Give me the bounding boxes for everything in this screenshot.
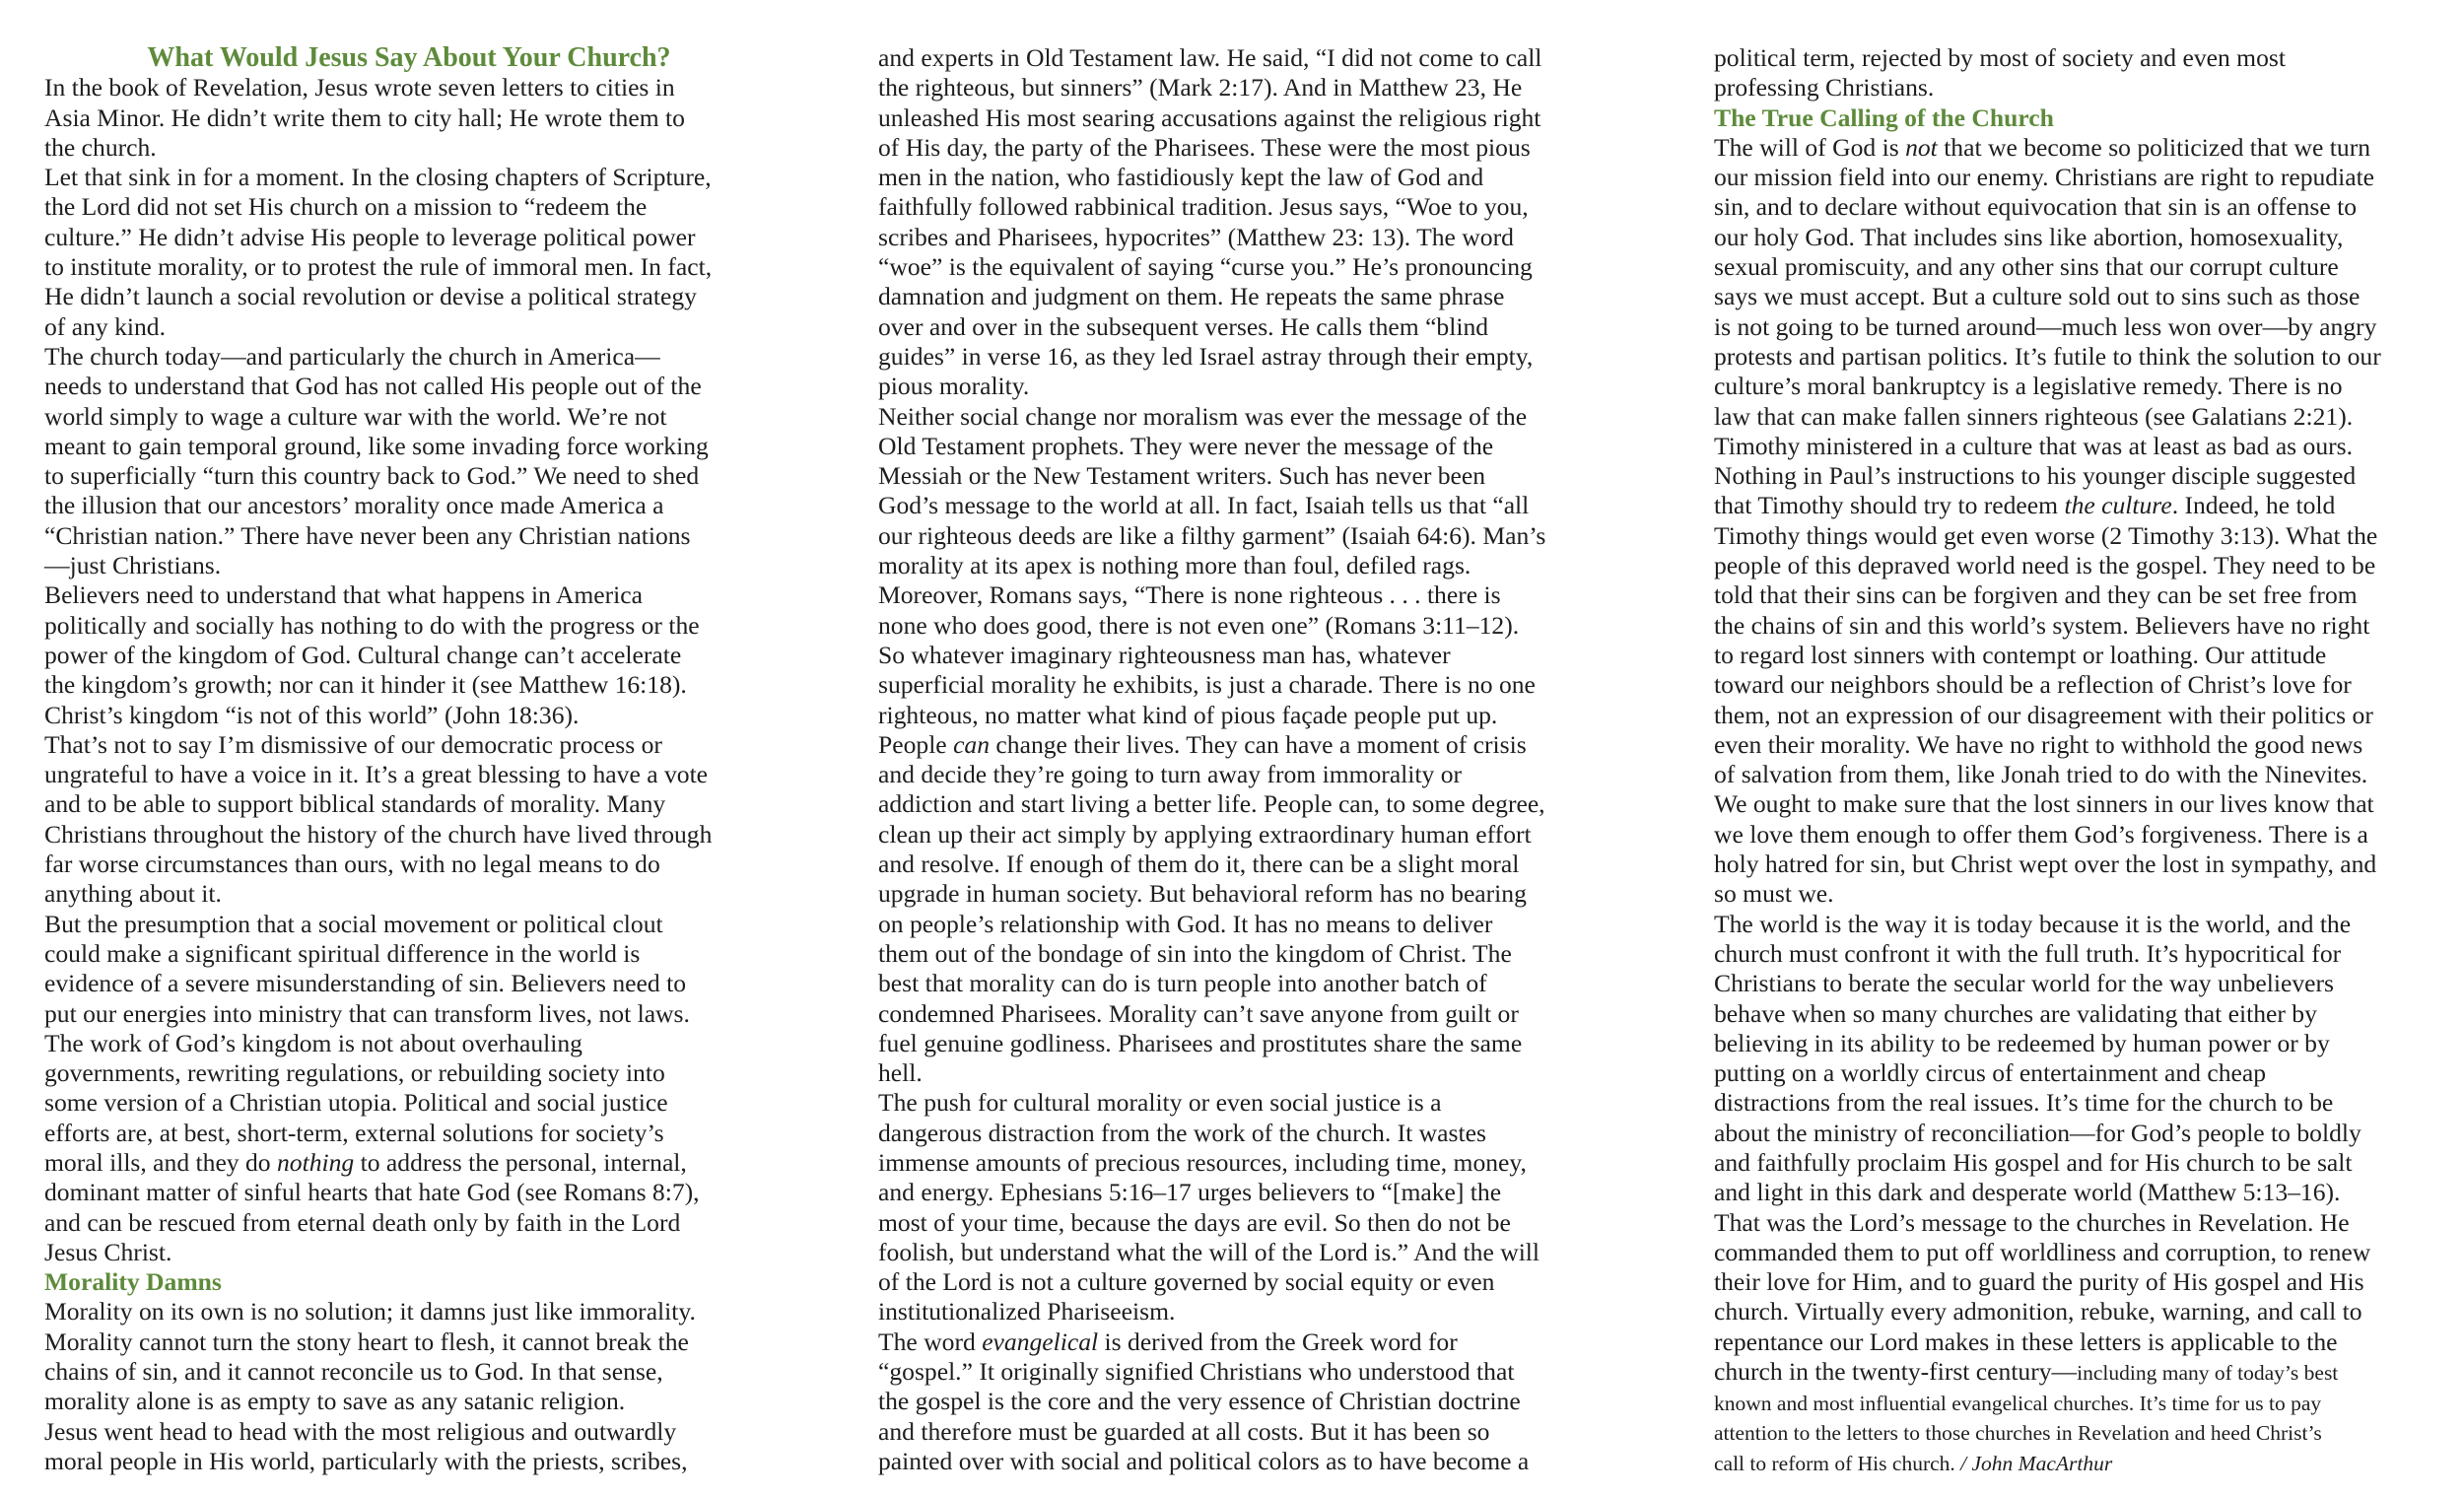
- small-text-run: including many of today’s best known and most influential evangelical churches. It’s time for us to pay attention to the letters to those churches in Revelation and heed Christ’s call to reform of His church.: [1714, 1361, 2339, 1475]
- paragraph: [1714, 1208, 2433, 1477]
- paragraph: The push for cultural morality or even social justice is a dangerous distraction from the work of the church. It wastes immense amounts of precious resources, including time, money, and energy. Ephesians 5:16–17 urges believers to “[make] the most of your time, because the days are evil. So then do not be foolish, but understand what the will of the Lord is.” And the will of the Lord is not a culture governed by social equity or even institutionalized Phariseeism.: [878, 1088, 1540, 1326]
- section-heading-morality-damns: Morality Damns: [44, 1267, 222, 1297]
- emphasis-text: the culture: [2064, 491, 2172, 520]
- paragraph: Believers need to understand that what happens in America politically and socially has nothing to do with the progress or the power of the kingdom of God. Cultural change can’t accelerate the kingdom’s growth; nor can it hinder it (see Matthew 16:18). Christ’s kingdom “is not of this world” (John 18:36).: [44, 580, 700, 729]
- text-run: is derived from the Greek word for “gospel.” It originally signified Christians who understood that the gospel is the core and the very essence of Christian doctrine and therefore must be guarded at all costs. But it has been so painted over with social and political colors as to have become a: [878, 1326, 1530, 1475]
- text-run: The word: [878, 1326, 983, 1356]
- column-1: [44, 43, 774, 1476]
- paragraph: Let that sink in for a moment. In the closing chapters of Scripture, the Lord did not set His church on a mission to “redeem the culture.” He didn’t advise His people to leverage political power to institute morality, or to protest the rule of immoral men. In fact, He didn’t launch a social revolution or devise a political strategy of any kind.: [44, 163, 713, 341]
- column-3: [1714, 43, 2433, 1477]
- text-run: The will of God is: [1714, 132, 1906, 162]
- emphasis-text: can: [953, 729, 991, 759]
- article-title: What Would Jesus Say About Your Church?: [147, 42, 671, 73]
- paragraph: But the presumption that a social movement or political clout could make a significant spiritual difference in the world is evidence of a severe misunderstanding of sin. Believers need to put our energies into ministry that can transform lives, not laws.: [44, 909, 690, 1028]
- paragraph: political term, rejected by most of society and even most professing Christians.: [1714, 43, 2286, 102]
- paragraph: [878, 730, 1608, 1089]
- text-run: The work of God’s kingdom is not about overhauling governments, rewriting regulations, or rebuilding society into some version of a Christian utopia. Political and social justice efforts are, at best, short-term, external solutions for society’s moral ills, and they do: [44, 1028, 668, 1177]
- paragraph: Jesus went head to head with the most religious and outwardly moral people in His world, particularly with the priests, scribes,: [44, 1416, 688, 1475]
- text-run: that we become so politicized that we turn our mission field into our enemy. Christians are right to repudiate sin, and to declare without equivocation that sin is an offense to our holy God. That includes sins like abortion, homosexuality, sexual promiscuity, and any other sins that our corrupt culture says we must accept. But a culture sold out to sins such as those is not going to be turned around—much less won over—by angry protests and partisan politics. It’s futile to think the solution to our culture’s moral bankruptcy is a legislative remedy. There is no law that can make fallen sinners righteous (see Galatians 2:21).: [1714, 132, 2381, 431]
- paragraph: In the book of Revelation, Jesus wrote seven letters to cities in Asia Minor. He didn’t write them to city hall; He wrote them to the church.: [44, 73, 685, 162]
- author-signature: / John MacArthur: [1954, 1451, 2113, 1475]
- paragraph: and experts in Old Testament law. He said, “I did not come to call the righteous, but sinners” (Mark 2:17). And in Matthew 23, He unleashed His most searing accusations against the religious right of His day, the party of the Pharisees. These were the most pious men in the nation, who fastidiously kept the law of God and faithfully followed rabbinical tradition. Jesus says, “Woe to you, scribes and Pharisees, hypocrites” (Matthew 23: 13). The word “woe” is the equivalent of saying “curse you.” He’s pronouncing damnation and judgment on them. He repeats the same phrase over and over in the subsequent verses. He calls them “blind guides” in verse 16, as they led Israel astray through their empty, pious morality.: [878, 43, 1542, 401]
- text-run: People: [878, 729, 954, 759]
- emphasis-text: nothing: [277, 1147, 355, 1177]
- text-run: Timothy ministered in a culture that was at least as bad as ours. Nothing in Paul’s instructions to his younger disciple suggested that Timothy should try to redeem: [1714, 431, 2357, 520]
- emphasis-text: not: [1905, 132, 1938, 162]
- paragraph: [878, 1327, 1608, 1476]
- paragraph: Morality on its own is no solution; it damns just like immorality. Morality cannot turn the stony heart to flesh, it cannot break the chains of sin, and it cannot reconcile us to God. In that sense, morality alone is as empty to save as any satanic religion.: [44, 1297, 696, 1416]
- paragraph: Neither social change nor moralism was ever the message of the Old Testament prophets. They were never the message of the Messiah or the New Testament writers. Such has never been God’s message to the world at all. In fact, Isaiah tells us that “all our righteous deeds are like a filthy garment” (Isaiah 64:6). Man’s morality at its apex is nothing more than foul, defiled rags. Moreover, Romans says, “There is none righteous . . . there is none who does good, there is not even one” (Romans 3:11–12). So whatever imaginary righteousness man has, whatever superficial morality he exhibits, is just a charade. There is no one righteous, no matter what kind of pious façade people put up.: [878, 401, 1546, 729]
- paragraph: [1714, 432, 2433, 910]
- paragraph: [1714, 133, 2433, 432]
- paragraph: The church today—and particularly the church in America— needs to understand that God has not called His people out of the world simply to wage a culture war with the world. We’re not meant to gain temporal ground, like some invading force working to superficially “turn this country back to God.” We need to shed the illusion that our ancestors’ morality once made America a “Christian nation.” There have never been any Christian nations —just Christians.: [44, 341, 709, 580]
- text-run: . Indeed, he told Timothy things would get even worse (2 Timothy 3:13). What the people of this depraved world need is the gospel. They need to be told that their sins can be forgiven and they can be set free from the chains of sin and this world’s system. Believers have no right to regard lost sinners with contempt or loathing. Our attitude toward our neighbors should be a reflection of Christ’s love for them, not an expression of our disagreement with their politics or even their morality. We have no right to withhold the good news of salvation from them, like Jonah tried to do with the Ninevites. We ought to make sure that the lost sinners in our lives know that we love them enough to offer them God’s forgiveness. There is a holy hatred for sin, but Christ wept over the lost in sympathy, and so must we.: [1714, 491, 2378, 909]
- text-run: change their lives. They can have a moment of crisis and decide they’re going to turn away from immorality or addiction and start living a better life. People can, to some degree, clean up their act simply by applying extraordinary human effort and resolve. If enough of them do it, there can be a slight moral upgrade in human society. But behavioral reform has no bearing on people’s relationship with God. It has no means to deliver them out of the bondage of sin into the kingdom of Christ. The best that morality can do is turn people into another batch of condemned Pharisees. Morality can’t save anyone from guilt or fuel genuine godliness. Pharisees and prostitutes share the same hell.: [878, 729, 1545, 1088]
- column-2: [878, 43, 1608, 1476]
- paragraph: [44, 1029, 774, 1267]
- text-run: That was the Lord’s message to the churches in Revelation. He commanded them to put off worldliness and corruption, to renew their love for Him, and to guard the purity of His gospel and His church. Virtually every admonition, rebuke, warning, and call to repentance our Lord makes in these letters is applicable to the church in the twenty-first century—: [1714, 1207, 2371, 1387]
- text-run: to address the personal, internal, dominant matter of sinful hearts that hate God (see Romans 8:7), and can be rescued from eternal death only by faith in the Lord Jesus Christ.: [44, 1147, 700, 1266]
- emphasis-text: evangelical: [982, 1326, 1099, 1356]
- paragraph: That’s not to say I’m dismissive of our democratic process or ungrateful to have a voice in it. It’s a great blessing to have a vote and to be able to support biblical standards of morality. Many Christians throughout the history of the church have lived through far worse circumstances than ours, with no legal means to do anything about it.: [44, 729, 713, 909]
- paragraph: The world is the way it is today because it is the world, and the church must confront it with the full truth. It’s hypocritical for Christians to berate the secular world for the way unbelievers behave when so many churches are validating that either by believing in its ability to be redeemed by human power or by putting on a worldly circus of entertainment and cheap distractions from the real issues. It’s time for the church to be about the ministry of reconciliation—for God’s people to boldly and faithfully proclaim His gospel and for His church to be salt and light in this dark and desperate world (Matthew 5:13–16).: [1714, 909, 2361, 1207]
- section-heading-true-calling: The True Calling of the Church: [1714, 102, 2054, 132]
